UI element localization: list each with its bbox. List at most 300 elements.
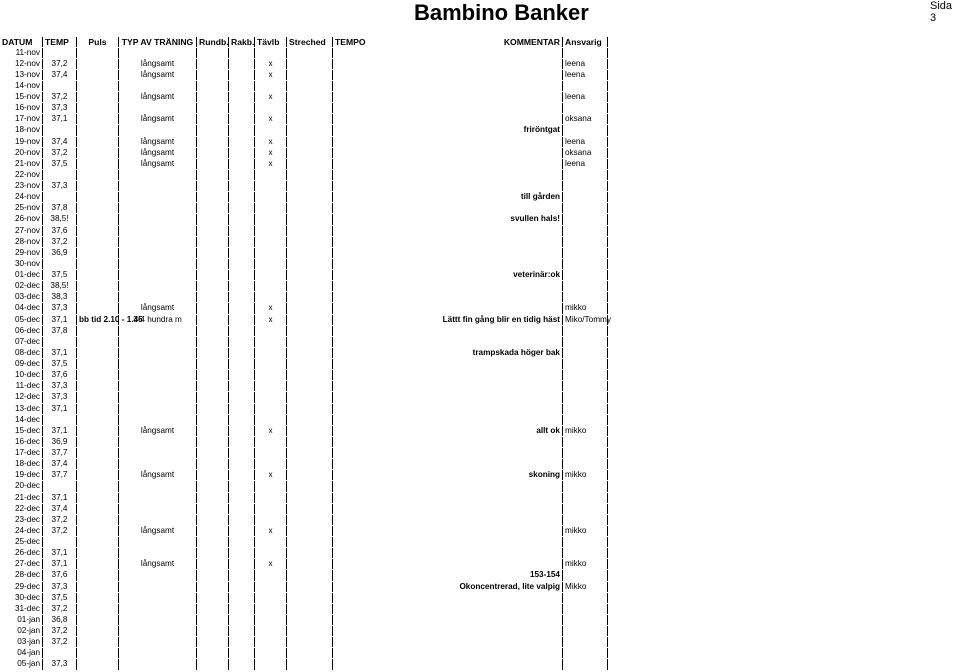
cell-tavlb: x: [254, 92, 286, 102]
cell-tempo: [332, 404, 428, 414]
cell-ansvarig: [562, 504, 608, 514]
cell-kommentar: [428, 292, 562, 302]
cell-kommentar: Okoncentrerad, lite valpig: [459, 581, 560, 591]
cell-temp: [42, 415, 76, 425]
header-rundb: Rundb.: [196, 37, 228, 47]
cell-kommentar: svullen hals!: [510, 214, 560, 224]
header-temp: TEMP: [42, 37, 76, 47]
cell-rundb: [196, 259, 228, 269]
cell-kommentar: [428, 59, 562, 69]
cell-ansvarig: [562, 125, 608, 135]
cell-ansvarig: [562, 292, 608, 302]
cell-typ: långsamt: [118, 137, 196, 147]
page-title: Bambino Banker: [414, 0, 589, 25]
cell-ansvarig: [562, 659, 608, 669]
cell-temp: 38,5!: [42, 214, 76, 224]
cell-puls: [76, 659, 118, 669]
cell-tempo: [332, 103, 428, 113]
cell-tempo: [332, 137, 428, 147]
cell-puls: [76, 170, 118, 180]
cell-streched: [286, 59, 332, 69]
cell-rakb: [228, 537, 254, 547]
cell-tempo: [332, 381, 428, 391]
cell-tavlb: [254, 537, 286, 547]
cell-tavlb: [254, 125, 286, 135]
cell-datum: 10-dec: [14, 370, 40, 380]
cell-datum: 26-nov: [14, 214, 40, 224]
cell-tavlb: x: [254, 137, 286, 147]
cell-tavlb: [254, 493, 286, 503]
cell-ansvarig: Miko/Tommy: [562, 315, 608, 325]
cell-tempo: [332, 593, 428, 603]
cell-kommentar: allt ok: [536, 425, 560, 435]
cell-kommentar: [428, 404, 562, 414]
cell-streched: [286, 148, 332, 158]
cell-streched: [286, 192, 332, 202]
cell-streched: [286, 415, 332, 425]
cell-datum: 25-nov: [14, 203, 40, 213]
cell-rakb: [228, 448, 254, 458]
cell-temp: 37,1: [42, 548, 76, 558]
cell-rakb: [228, 570, 254, 580]
cell-tempo: [332, 292, 428, 302]
cell-datum: 27-nov: [14, 225, 40, 235]
cell-datum: 20-dec: [14, 481, 40, 491]
cell-tavlb: [254, 359, 286, 369]
cell-datum: 20-nov: [14, 147, 40, 157]
cell-tavlb: [254, 214, 286, 224]
cell-ansvarig: [562, 270, 608, 280]
cell-tempo: [332, 125, 428, 135]
cell-datum: 30-dec: [14, 592, 40, 602]
cell-tavlb: [254, 392, 286, 402]
cell-puls: [76, 81, 118, 91]
cell-puls: [76, 214, 118, 224]
cell-rundb: [196, 470, 228, 480]
cell-tempo: [332, 337, 428, 347]
cell-kommentar: [428, 203, 562, 213]
cell-puls: [76, 437, 118, 447]
cell-ansvarig: [562, 392, 608, 402]
cell-ansvarig: [562, 326, 608, 336]
cell-ansvarig: [562, 548, 608, 558]
cell-tavlb: [254, 192, 286, 202]
cell-rundb: [196, 248, 228, 258]
cell-rundb: [196, 559, 228, 569]
cell-puls: [76, 303, 118, 313]
cell-puls: [76, 92, 118, 102]
cell-typ: [118, 270, 196, 280]
cell-kommentar: [428, 303, 562, 313]
cell-rundb: [196, 526, 228, 536]
cell-tempo: [332, 604, 428, 614]
cell-streched: [286, 270, 332, 280]
cell-typ: [118, 125, 196, 135]
cell-ansvarig: [562, 103, 608, 113]
cell-streched: [286, 359, 332, 369]
cell-typ: [118, 326, 196, 336]
cell-ansvarig: [562, 281, 608, 291]
cell-ansvarig: mikko: [562, 470, 608, 480]
cell-streched: [286, 526, 332, 536]
cell-rakb: [228, 92, 254, 102]
cell-typ: långsamt: [118, 526, 196, 536]
cell-kommentar: [428, 593, 562, 603]
cell-temp: 37,3: [42, 392, 76, 402]
cell-kommentar: [428, 114, 562, 124]
cell-tavlb: [254, 548, 286, 558]
cell-datum: 05-jan: [17, 659, 40, 669]
cell-puls: [76, 537, 118, 547]
cell-temp: 37,3: [42, 381, 76, 391]
cell-temp: [42, 337, 76, 347]
cell-typ: [118, 604, 196, 614]
cell-tavlb: [254, 370, 286, 380]
cell-typ: [118, 448, 196, 458]
cell-streched: [286, 326, 332, 336]
cell-rakb: [228, 548, 254, 558]
cell-tempo: [332, 426, 428, 436]
cell-rakb: [228, 259, 254, 269]
cell-tavlb: [254, 48, 286, 58]
cell-typ: [118, 214, 196, 224]
cell-tavlb: [254, 270, 286, 280]
header-tempo: TEMPO: [332, 37, 428, 47]
cell-tavlb: [254, 648, 286, 658]
cell-temp: 37,2: [42, 626, 76, 636]
cell-rundb: [196, 270, 228, 280]
cell-rundb: [196, 504, 228, 514]
cell-rundb: [196, 604, 228, 614]
cell-typ: [118, 170, 196, 180]
cell-datum: 06-dec: [14, 325, 40, 335]
cell-rundb: [196, 237, 228, 247]
cell-typ: [118, 537, 196, 547]
cell-rakb: [228, 59, 254, 69]
cell-kommentar: veterinär:ok: [513, 270, 560, 279]
cell-rakb: [228, 459, 254, 469]
cell-rakb: [228, 170, 254, 180]
cell-datum: 21-dec: [14, 492, 40, 502]
cell-rakb: [228, 659, 254, 669]
cell-rakb: [228, 437, 254, 447]
cell-rakb: [228, 315, 254, 325]
cell-rakb: [228, 148, 254, 158]
cell-datum: 29-dec: [14, 581, 40, 591]
cell-temp: 36,9: [42, 248, 76, 258]
cell-datum: 16-dec: [14, 436, 40, 446]
cell-ansvarig: [562, 48, 608, 58]
cell-rundb: [196, 92, 228, 102]
cell-streched: [286, 315, 332, 325]
cell-kommentar: [428, 626, 562, 636]
cell-temp: [42, 48, 76, 58]
cell-datum: 11-nov: [15, 47, 40, 57]
cell-typ: [118, 515, 196, 525]
cell-tempo: [332, 470, 428, 480]
cell-temp: 37,2: [42, 526, 76, 536]
cell-datum: 11-dec: [15, 381, 40, 391]
cell-ansvarig: mikko: [562, 303, 608, 313]
cell-rundb: [196, 326, 228, 336]
cell-ansvarig: [562, 170, 608, 180]
cell-puls: [76, 415, 118, 425]
cell-tavlb: [254, 582, 286, 592]
cell-puls: [76, 593, 118, 603]
cell-rundb: [196, 404, 228, 414]
cell-streched: [286, 537, 332, 547]
cell-puls: [76, 48, 118, 58]
cell-rundb: [196, 493, 228, 503]
cell-ansvarig: oksana: [562, 114, 608, 124]
cell-kommentar: [428, 526, 562, 536]
cell-puls: [76, 504, 118, 514]
cell-tavlb: [254, 515, 286, 525]
cell-temp: 37,1: [42, 404, 76, 414]
cell-kommentar: [428, 170, 562, 180]
cell-temp: [42, 81, 76, 91]
cell-datum: 25-dec: [14, 537, 40, 546]
cell-puls: [76, 570, 118, 580]
cell-rundb: [196, 626, 228, 636]
cell-puls: [76, 348, 118, 358]
cell-kommentar: [428, 659, 562, 669]
cell-datum: 23-nov: [14, 181, 40, 190]
cell-rakb: [228, 192, 254, 202]
cell-temp: 37,4: [42, 459, 76, 469]
cell-rakb: [228, 593, 254, 603]
cell-datum: 19-dec: [14, 470, 40, 480]
cell-streched: [286, 114, 332, 124]
cell-puls: [76, 148, 118, 158]
cell-kommentar: friröntgat: [523, 125, 560, 135]
cell-typ: [118, 359, 196, 369]
cell-datum: 24-nov: [14, 192, 40, 202]
cell-tempo: [332, 437, 428, 447]
cell-streched: [286, 48, 332, 58]
cell-rundb: [196, 281, 228, 291]
cell-streched: [286, 437, 332, 447]
cell-streched: [286, 481, 332, 491]
header-rakb: Rakb.: [228, 37, 254, 47]
cell-streched: [286, 548, 332, 558]
cell-kommentar: [428, 648, 562, 658]
cell-kommentar: [428, 504, 562, 514]
cell-streched: [286, 493, 332, 503]
cell-ansvarig: [562, 459, 608, 469]
cell-temp: 37,1: [42, 114, 76, 124]
cell-tavlb: [254, 570, 286, 580]
cell-streched: [286, 448, 332, 458]
cell-rakb: [228, 270, 254, 280]
cell-puls: [76, 159, 118, 169]
cell-datum: 04-dec: [14, 303, 40, 313]
cell-rundb: [196, 415, 228, 425]
cell-puls: [76, 281, 118, 291]
cell-rundb: [196, 48, 228, 58]
cell-temp: [42, 170, 76, 180]
cell-rundb: [196, 548, 228, 558]
cell-puls: [76, 470, 118, 480]
cell-typ: [118, 415, 196, 425]
cell-streched: [286, 392, 332, 402]
cell-puls: [76, 548, 118, 558]
cell-puls: [76, 615, 118, 625]
cell-datum: 13-dec: [14, 403, 40, 413]
cell-rundb: [196, 303, 228, 313]
cell-tavlb: [254, 81, 286, 91]
cell-streched: [286, 582, 332, 592]
cell-tavlb: [254, 637, 286, 647]
cell-streched: [286, 125, 332, 135]
cell-datum: 31-dec: [14, 603, 40, 613]
cell-temp: 37,6: [42, 370, 76, 380]
cell-tavlb: [254, 170, 286, 180]
cell-temp: 36,9: [42, 437, 76, 447]
cell-kommentar: [428, 515, 562, 525]
cell-typ: [118, 381, 196, 391]
cell-kommentar: [428, 81, 562, 91]
cell-tavlb: [254, 415, 286, 425]
cell-rundb: [196, 192, 228, 202]
cell-datum: 04-jan: [17, 648, 40, 658]
cell-tempo: [332, 548, 428, 558]
cell-kommentar: [428, 381, 562, 391]
cell-kommentar: [428, 237, 562, 247]
cell-rakb: [228, 381, 254, 391]
cell-ansvarig: [562, 237, 608, 247]
cell-kommentar: [428, 103, 562, 113]
cell-ansvarig: [562, 570, 608, 580]
cell-datum: 14-dec: [14, 414, 40, 424]
cell-puls: [76, 181, 118, 191]
cell-temp: 37,2: [42, 604, 76, 614]
cell-ansvarig: [562, 493, 608, 503]
cell-rakb: [228, 470, 254, 480]
cell-datum: 07-dec: [14, 336, 40, 346]
cell-kommentar: [428, 281, 562, 291]
cell-rakb: [228, 359, 254, 369]
cell-rakb: [228, 214, 254, 224]
cell-rundb: [196, 481, 228, 491]
cell-datum: 19-nov: [14, 136, 40, 146]
cell-rakb: [228, 426, 254, 436]
cell-rakb: [228, 404, 254, 414]
cell-ansvarig: [562, 181, 608, 191]
cell-rundb: [196, 459, 228, 469]
cell-tavlb: [254, 348, 286, 358]
cell-tavlb: [254, 659, 286, 669]
cell-tavlb: [254, 626, 286, 636]
cell-rundb: [196, 615, 228, 625]
cell-temp: [42, 537, 76, 547]
cell-kommentar: [428, 559, 562, 569]
cell-tavlb: x: [254, 470, 286, 480]
cell-rakb: [228, 626, 254, 636]
cell-rundb: [196, 70, 228, 80]
cell-typ: långsamt: [118, 114, 196, 124]
cell-tavlb: [254, 281, 286, 291]
cell-streched: [286, 181, 332, 191]
cell-typ: [118, 48, 196, 58]
cell-kommentar: [428, 459, 562, 469]
cell-tavlb: [254, 481, 286, 491]
cell-rakb: [228, 70, 254, 80]
cell-tempo: [332, 348, 428, 358]
cell-tempo: [332, 326, 428, 336]
cell-tempo: [332, 114, 428, 124]
cell-typ: [118, 259, 196, 269]
cell-rakb: [228, 392, 254, 402]
cell-datum: 18-dec: [14, 459, 40, 469]
cell-tavlb: x: [254, 303, 286, 313]
cell-tavlb: [254, 237, 286, 247]
cell-tavlb: x: [254, 559, 286, 569]
cell-streched: [286, 92, 332, 102]
cell-ansvarig: [562, 348, 608, 358]
cell-temp: 37,4: [42, 70, 76, 80]
cell-temp: [42, 259, 76, 269]
cell-puls: [76, 604, 118, 614]
cell-tempo: [332, 626, 428, 636]
cell-rakb: [228, 125, 254, 135]
cell-tempo: [332, 582, 428, 592]
cell-tempo: [332, 459, 428, 469]
cell-typ: [118, 659, 196, 669]
cell-temp: 37,6: [42, 226, 76, 236]
cell-typ: [118, 348, 196, 358]
cell-datum: 08-dec: [14, 347, 40, 357]
cell-rundb: [196, 659, 228, 669]
cell-puls: [76, 648, 118, 658]
cell-tavlb: x: [254, 526, 286, 536]
cell-puls: [76, 226, 118, 236]
cell-puls: [76, 337, 118, 347]
cell-temp: 37,4: [42, 137, 76, 147]
cell-ansvarig: [562, 214, 608, 224]
cell-kommentar: [428, 370, 562, 380]
cell-tempo: [332, 159, 428, 169]
cell-temp: 37,2: [42, 237, 76, 247]
cell-typ: [118, 337, 196, 347]
cell-temp: 36,8: [42, 615, 76, 625]
cell-rakb: [228, 81, 254, 91]
cell-kommentar: [428, 259, 562, 269]
cell-rakb: [228, 370, 254, 380]
cell-rakb: [228, 615, 254, 625]
cell-rundb: [196, 337, 228, 347]
cell-kommentar: [428, 181, 562, 191]
cell-rundb: [196, 648, 228, 658]
cell-rakb: [228, 303, 254, 313]
cell-tempo: [332, 493, 428, 503]
cell-kommentar: till gården: [520, 192, 560, 202]
cell-puls: [76, 459, 118, 469]
cell-datum: 29-nov: [14, 247, 40, 257]
cell-streched: [286, 137, 332, 147]
cell-rundb: [196, 582, 228, 592]
cell-temp: [42, 648, 76, 658]
cell-typ: långsamt: [118, 426, 196, 436]
cell-kommentar: [428, 415, 562, 425]
cell-streched: [286, 103, 332, 113]
cell-tavlb: [254, 226, 286, 236]
cell-rundb: [196, 637, 228, 647]
cell-kommentar: [428, 226, 562, 236]
cell-kommentar: [428, 326, 562, 336]
cell-kommentar: [428, 48, 562, 58]
cell-streched: [286, 459, 332, 469]
